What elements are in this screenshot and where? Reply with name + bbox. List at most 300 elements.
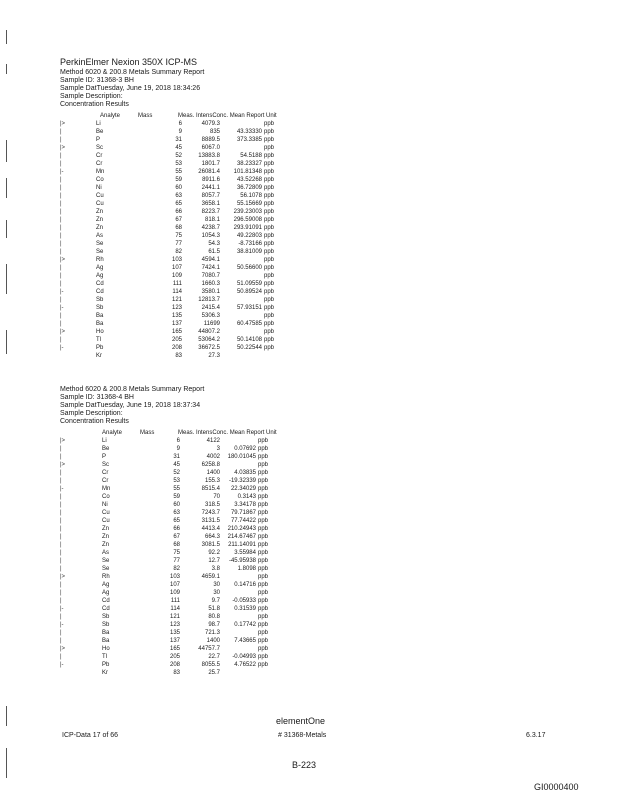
analyte-cell: Pb [102, 662, 110, 668]
project-number: # 31368-Metals [278, 732, 327, 739]
mass-cell: 114 [170, 606, 180, 612]
mass-cell: 52 [173, 470, 180, 476]
meas-intensity-cell: 27.3 [208, 353, 220, 359]
analyte-cell: Sb [96, 305, 104, 311]
meas-intensity-cell: 318.5 [204, 502, 220, 508]
mass-cell: 77 [173, 558, 180, 564]
meas-intensity-cell: 818.1 [204, 217, 220, 223]
analyte-cell: Cd [102, 606, 110, 612]
analyte-cell: Ni [102, 502, 108, 508]
document-id: GI0000400 [534, 782, 579, 792]
table-row [60, 288, 310, 296]
meas-intensity-cell: 8057.7 [201, 193, 220, 199]
section1-description: Sample Description: [60, 93, 123, 100]
unit-cell: ppb [264, 297, 275, 303]
table-row [60, 352, 310, 360]
unit-cell: ppb [258, 654, 269, 660]
unit-cell: ppb [258, 534, 269, 540]
concentration-cell: 38.23327 [236, 161, 262, 167]
analyte-cell: Zn [96, 225, 104, 231]
meas-intensity-cell: 1660.3 [201, 281, 220, 287]
meas-intensity-cell: 4122 [206, 438, 220, 444]
table-row [60, 661, 310, 669]
analyte-cell: Cu [102, 518, 110, 524]
row-marker: | [60, 558, 62, 564]
row-marker: | [60, 454, 62, 460]
unit-cell: ppb [258, 646, 269, 652]
unit-cell: ppb [258, 566, 269, 572]
page-info: ICP-Data 17 of 66 [62, 732, 119, 739]
concentration-cell: 0.17742 [234, 622, 256, 628]
meas-intensity-cell: 8223.7 [201, 209, 220, 215]
mass-cell: 75 [173, 550, 180, 556]
row-marker: | [60, 273, 62, 279]
concentration-cell: 43.52268 [236, 177, 262, 183]
unit-cell: ppb [264, 305, 275, 311]
unit-cell: ppb [264, 161, 275, 167]
unit-cell: ppb [264, 169, 275, 175]
table-row [60, 509, 310, 517]
table-row [60, 645, 310, 653]
unit-cell: ppb [264, 177, 275, 183]
table-row [60, 328, 310, 336]
mass-cell: 68 [173, 542, 180, 548]
scan-edge-mark [6, 748, 13, 778]
unit-cell: ppb [258, 486, 269, 492]
unit-cell: ppb [258, 622, 269, 628]
analyte-cell: Tl [102, 654, 107, 660]
mass-cell: 31 [173, 454, 180, 460]
table-row [60, 344, 310, 352]
meas-intensity-cell: 4659.1 [201, 574, 220, 580]
row-marker: | [60, 542, 62, 548]
table-row [60, 144, 310, 152]
row-marker: |- [60, 305, 64, 311]
analyte-cell: Be [102, 446, 110, 452]
meas-intensity-cell: 54.3 [208, 241, 220, 247]
analyte-cell: Co [96, 177, 104, 183]
analyte-cell: Cu [102, 510, 110, 516]
concentration-cell: 210.24943 [227, 526, 256, 532]
analyte-cell: Mn [102, 486, 111, 492]
analyte-cell: Cr [96, 161, 103, 167]
meas-intensity-cell: 4594.1 [201, 257, 220, 263]
row-marker: | [60, 566, 62, 572]
table-row [60, 280, 310, 288]
meas-intensity-cell: 3131.5 [201, 518, 220, 524]
table-row [60, 653, 310, 661]
instrument-title: PerkinElmer Nexion 350X ICP-MS [60, 57, 198, 67]
unit-cell: ppb [258, 438, 269, 444]
section2-col-analyte: Analyte [102, 430, 123, 436]
table-row [60, 184, 310, 192]
meas-intensity-cell: 1400 [206, 638, 220, 644]
analyte-cell: Kr [96, 353, 102, 359]
row-marker: | [60, 494, 62, 500]
table-row [60, 304, 310, 312]
meas-intensity-cell: 4238.7 [201, 225, 220, 231]
mass-cell: 208 [171, 345, 182, 351]
concentration-cell: 214.67467 [227, 534, 256, 540]
mass-cell: 66 [173, 526, 180, 532]
mass-cell: 103 [171, 257, 182, 263]
analyte-cell: Ho [102, 646, 110, 652]
mass-cell: 107 [171, 265, 182, 271]
row-marker: | [60, 654, 62, 660]
unit-cell: ppb [264, 121, 275, 127]
unit-cell: ppb [258, 606, 269, 612]
row-marker: | [60, 582, 62, 588]
row-marker: |- [60, 289, 64, 295]
row-marker: | [60, 526, 62, 532]
mass-cell: 6 [176, 438, 180, 444]
unit-cell: ppb [264, 273, 275, 279]
analyte-cell: Kr [102, 670, 108, 676]
unit-cell: ppb [264, 281, 275, 287]
table-row [60, 485, 310, 493]
mass-cell: 82 [173, 566, 180, 572]
row-marker: | [60, 129, 62, 135]
mass-cell: 45 [175, 145, 182, 151]
table-row [60, 256, 310, 264]
meas-intensity-cell: 2415.4 [201, 305, 220, 311]
concentration-cell: 50.22544 [236, 345, 262, 351]
meas-intensity-cell: 4413.4 [201, 526, 220, 532]
unit-cell: ppb [258, 582, 269, 588]
row-marker: |> [60, 462, 66, 468]
row-marker: |> [60, 145, 66, 151]
mass-cell: 111 [170, 598, 180, 604]
row-marker: | [60, 201, 62, 207]
analyte-cell: Ba [96, 321, 104, 327]
row-marker: | [60, 233, 62, 239]
unit-cell: ppb [258, 630, 269, 636]
unit-cell: ppb [264, 185, 275, 191]
mass-cell: 9 [176, 446, 180, 452]
unit-cell: ppb [264, 241, 275, 247]
analyte-cell: Cr [96, 153, 103, 159]
unit-cell: ppb [258, 574, 269, 580]
concentration-cell: 51.09559 [236, 281, 262, 287]
concentration-cell: 1.8098 [237, 566, 256, 572]
meas-intensity-cell: 8911.6 [202, 177, 220, 183]
meas-intensity-cell: 5306.3 [201, 313, 220, 319]
section2-description: Sample Description: [60, 410, 123, 417]
concentration-cell: 36.72809 [236, 185, 262, 191]
scan-edge-mark [6, 178, 13, 198]
table-row [60, 589, 310, 597]
mass-cell: 60 [175, 185, 182, 191]
analyte-cell: Sb [102, 622, 110, 628]
section2-method: Method 6020 & 200.8 Metals Summary Report [60, 386, 205, 393]
analyte-cell: Zn [102, 542, 110, 548]
section2-results-label: Concentration Results [60, 418, 129, 425]
concentration-cell: 77.74422 [230, 518, 256, 524]
unit-cell: ppb [258, 598, 269, 604]
section2-col-mass: Mass [140, 430, 155, 436]
software-version: 6.3.17 [526, 732, 546, 739]
unit-cell: ppb [264, 289, 275, 295]
table-row [60, 629, 310, 637]
concentration-cell: 50.14108 [236, 337, 262, 343]
mass-cell: 52 [175, 153, 182, 159]
mass-cell: 114 [172, 289, 182, 295]
row-marker: |> [60, 438, 66, 444]
section2-col-rest: Meas. IntensConc. Mean Report Unit [178, 430, 277, 436]
unit-cell: ppb [264, 265, 275, 271]
row-marker: | [60, 241, 62, 247]
table-row [60, 477, 310, 485]
concentration-cell: 0.31539 [234, 606, 256, 612]
meas-intensity-cell: 1801.7 [201, 161, 220, 167]
analyte-cell: Zn [102, 526, 110, 532]
concentration-cell: 296.59008 [233, 217, 262, 223]
analyte-cell: Ag [96, 273, 104, 279]
row-marker: | [60, 470, 62, 476]
concentration-cell: 49.22803 [236, 233, 262, 239]
row-marker: | [60, 153, 62, 159]
mass-cell: 55 [175, 169, 182, 175]
table-row [60, 208, 310, 216]
meas-intensity-cell: 22.7 [208, 654, 220, 660]
table-row [60, 469, 310, 477]
table-row [60, 272, 310, 280]
mass-cell: 109 [169, 590, 180, 596]
table-row [60, 176, 310, 184]
analyte-cell: Se [96, 249, 104, 255]
concentration-cell: 57.93151 [236, 305, 262, 311]
row-marker: | [60, 598, 62, 604]
table-row [60, 216, 310, 224]
table-row [60, 312, 310, 320]
table-row [60, 160, 310, 168]
table-row [60, 320, 310, 328]
analyte-cell: Se [96, 241, 104, 247]
table-row [60, 517, 310, 525]
row-marker: | [60, 313, 62, 319]
analyte-cell: Ba [96, 313, 104, 319]
meas-intensity-cell: 26081.4 [198, 169, 220, 175]
row-marker: |- [60, 345, 64, 351]
unit-cell: ppb [258, 590, 269, 596]
mass-cell: 6 [178, 121, 182, 127]
unit-cell: ppb [264, 153, 275, 159]
row-marker: | [60, 209, 62, 215]
unit-cell: ppb [264, 313, 275, 319]
analyte-cell: Cr [102, 470, 109, 476]
row-marker: |> [60, 257, 66, 263]
meas-intensity-cell: 2441.1 [201, 185, 220, 191]
table-row [60, 232, 310, 240]
table-row [60, 120, 310, 128]
table-row [60, 437, 310, 445]
table-row [60, 541, 310, 549]
unit-cell: ppb [258, 502, 269, 508]
analyte-cell: Tl [96, 337, 101, 343]
mass-cell: 59 [173, 494, 180, 500]
mass-cell: 123 [171, 305, 182, 311]
row-marker: | [60, 534, 62, 540]
unit-cell: ppb [264, 209, 275, 215]
table-row [60, 128, 310, 136]
concentration-cell: 0.14716 [234, 582, 256, 588]
section1-col-rest: Meas. IntensConc. Mean Report Unit [178, 113, 277, 119]
meas-intensity-cell: 80.8 [208, 614, 220, 620]
unit-cell: ppb [258, 518, 269, 524]
mass-cell: 9 [178, 129, 182, 135]
table-row [60, 525, 310, 533]
mass-cell: 53 [175, 161, 182, 167]
meas-intensity-cell: 155.3 [204, 478, 220, 484]
mass-cell: 121 [169, 614, 180, 620]
analyte-cell: Co [102, 494, 110, 500]
analyte-cell: Ag [102, 582, 110, 588]
analyte-cell: Rh [102, 574, 110, 580]
mass-cell: 107 [169, 582, 180, 588]
row-marker: | [60, 446, 62, 452]
meas-intensity-cell: 36672.5 [198, 345, 220, 351]
mass-cell: 111 [172, 281, 182, 287]
row-marker: | [60, 502, 62, 508]
analyte-cell: Sc [96, 145, 104, 151]
analyte-cell: Li [96, 121, 101, 127]
concentration-cell: 50.89524 [236, 289, 262, 295]
table-row [60, 493, 310, 501]
mass-cell: 82 [175, 249, 182, 255]
mass-cell: 59 [175, 177, 182, 183]
meas-intensity-cell: 7243.7 [201, 510, 220, 516]
analyte-cell: Ag [96, 265, 104, 271]
meas-intensity-cell: 61.5 [208, 249, 220, 255]
unit-cell: ppb [258, 662, 269, 668]
analyte-cell: Cd [96, 281, 104, 287]
section1-col-mass: Mass [138, 113, 153, 119]
analyte-cell: Cu [96, 193, 104, 199]
row-marker: |- [60, 622, 64, 628]
mass-cell: 121 [171, 297, 182, 303]
unit-cell: ppb [264, 337, 275, 343]
mass-cell: 109 [171, 273, 182, 279]
row-marker: |- [60, 662, 64, 668]
concentration-cell: 4.03835 [234, 470, 256, 476]
table-row [60, 445, 310, 453]
meas-intensity-cell: 7080.7 [201, 273, 220, 279]
table-row [60, 453, 310, 461]
row-marker: | [60, 337, 62, 343]
unit-cell: ppb [264, 217, 275, 223]
unit-cell: ppb [264, 193, 275, 199]
table-row [60, 581, 310, 589]
mass-cell: 137 [171, 321, 182, 327]
table-row [60, 224, 310, 232]
concentration-cell: 54.5188 [240, 153, 262, 159]
mass-cell: 67 [173, 534, 180, 540]
mass-cell: 135 [171, 313, 182, 319]
unit-cell: ppb [264, 233, 275, 239]
table-row [60, 549, 310, 557]
mass-cell: 103 [169, 574, 180, 580]
analyte-cell: Sb [102, 614, 110, 620]
scan-edge-mark [6, 264, 13, 294]
table-row [60, 557, 310, 565]
concentration-cell: 22.34029 [230, 486, 256, 492]
concentration-cell: -45.95938 [228, 558, 256, 564]
row-marker: | [60, 614, 62, 620]
table-row [60, 501, 310, 509]
row-marker: | [60, 177, 62, 183]
analyte-cell: Cu [96, 201, 104, 207]
concentration-cell: -0.04993 [232, 654, 256, 660]
meas-intensity-cell: 4079.3 [201, 121, 220, 127]
row-marker: | [60, 137, 62, 143]
meas-intensity-cell: 721.3 [204, 630, 220, 636]
analyte-cell: P [102, 454, 107, 460]
company-name: elementOne [276, 716, 326, 726]
row-marker: | [60, 590, 62, 596]
table-row [60, 296, 310, 304]
mass-cell: 208 [169, 662, 180, 668]
meas-intensity-cell: 53064.2 [198, 337, 220, 343]
mass-cell: 63 [173, 510, 180, 516]
concentration-cell: -0.05933 [232, 598, 256, 604]
table-row [60, 597, 310, 605]
row-marker: |> [60, 646, 66, 652]
analyte-cell: Se [102, 566, 110, 572]
scan-edge-mark [6, 706, 13, 726]
analyte-cell: Ba [102, 630, 110, 636]
concentration-cell: 0.3143 [237, 494, 256, 500]
analyte-cell: Be [96, 129, 104, 135]
table-row [60, 248, 310, 256]
meas-intensity-cell: 1054.3 [201, 233, 220, 239]
meas-intensity-cell: 25.7 [208, 670, 220, 676]
analyte-cell: Zn [96, 217, 104, 223]
meas-intensity-cell: 6258.8 [201, 462, 220, 468]
analyte-cell: Ba [102, 638, 110, 644]
row-marker: | [60, 518, 62, 524]
table-row [60, 200, 310, 208]
section1-sample-date: Sample DatTuesday, June 19, 2018 18:34:26 [60, 85, 201, 92]
mass-cell: 66 [175, 209, 182, 215]
concentration-cell: 239.23003 [233, 209, 262, 215]
mass-cell: 53 [173, 478, 180, 484]
concentration-cell: -19.32339 [228, 478, 256, 484]
page-number: B-223 [292, 760, 317, 770]
scan-edge-mark [6, 64, 13, 74]
analyte-cell: Mn [96, 169, 105, 175]
meas-intensity-cell: 1400 [206, 470, 220, 476]
meas-intensity-cell: 3 [216, 446, 220, 452]
section1-col-analyte: Analyte [100, 113, 121, 119]
unit-cell: ppb [258, 494, 269, 500]
mass-cell: 67 [175, 217, 182, 223]
analyte-cell: Cd [102, 598, 110, 604]
analyte-cell: Li [102, 438, 107, 444]
unit-cell: ppb [258, 550, 269, 556]
meas-intensity-cell: 44757.7 [198, 646, 220, 652]
analyte-cell: Sc [102, 462, 110, 468]
meas-intensity-cell: 44807.2 [198, 329, 220, 335]
meas-intensity-cell: 8055.5 [201, 662, 220, 668]
mass-cell: 123 [169, 622, 180, 628]
analyte-cell: Sb [96, 297, 104, 303]
section2-sample-date: Sample DatTuesday, June 19, 2018 18:37:34 [60, 402, 201, 409]
table-row [60, 168, 310, 176]
meas-intensity-cell: 51.8 [208, 606, 220, 612]
unit-cell: ppb [258, 638, 269, 644]
unit-cell: ppb [264, 225, 275, 231]
mass-cell: 65 [175, 201, 182, 207]
